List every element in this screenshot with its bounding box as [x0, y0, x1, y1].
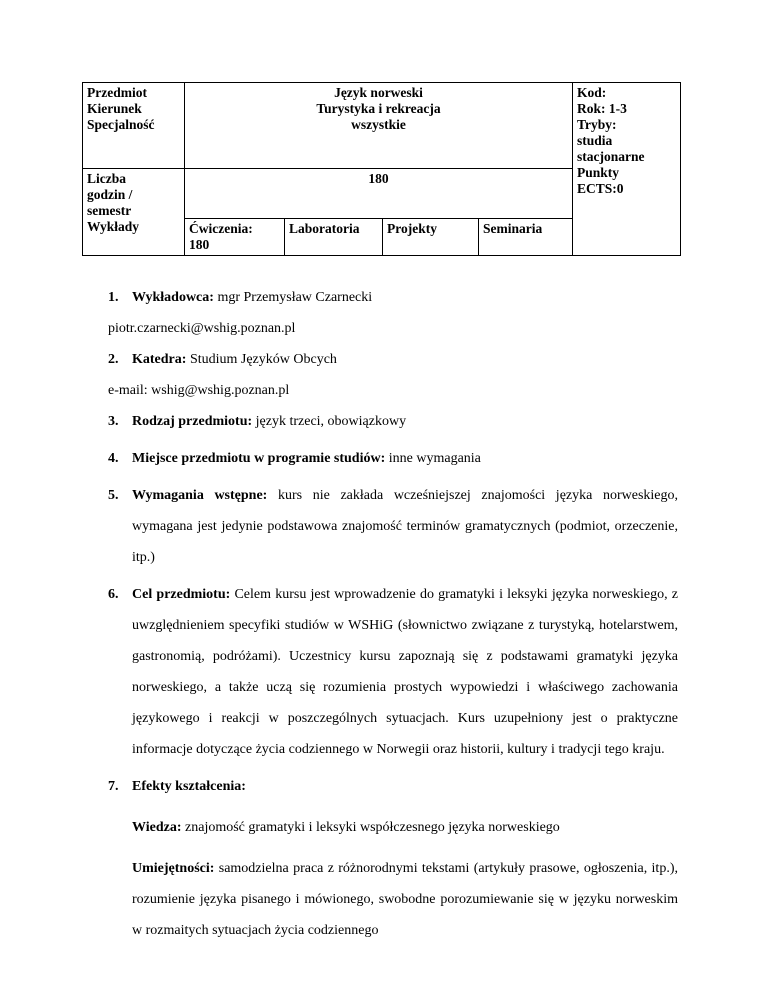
labels-cell — [83, 83, 185, 169]
laboratoria-cell: Laboratoria — [285, 219, 383, 256]
label-przedmiot: Przedmiot — [87, 85, 147, 100]
tryby-line1: Tryby: — [577, 117, 617, 132]
tryby-line2: studia — [577, 133, 613, 148]
cwiczenia-cell — [185, 219, 285, 256]
liczba-godzin-cell — [83, 169, 185, 256]
department-email: e-mail: wshig@wshig.poznan.pl — [108, 383, 290, 398]
section-6-label: Cel przedmiotu: — [132, 587, 231, 602]
punkty-line1: Punkty — [577, 165, 620, 180]
codes-cell — [573, 83, 681, 256]
section-3-number: 3. — [108, 414, 119, 429]
umiejetnosci-value: samodzielna praca z różnorodnymi tekstami (artykuły prasowe, ogłoszenia, itp.), rozumienie języka pisanego i mówionego, swobodne porozumiewanie się w języku norweskim w rozmaitych sytuacjach życia codziennego — [132, 861, 678, 938]
section-7 — [108, 771, 678, 802]
section-4-value: inne wymagania — [385, 451, 481, 466]
kod-label: Kod: — [577, 85, 607, 100]
lecturer-email: piotr.czarnecki@wshig.poznan.pl — [108, 321, 296, 336]
section-7-label: Efekty kształcenia: — [132, 779, 246, 794]
punkty-line2: ECTS:0 — [577, 181, 624, 196]
section-6 — [108, 579, 678, 765]
przedmiot-value: Język norweski — [334, 85, 423, 100]
projekty-cell: Projekty — [383, 219, 479, 256]
wyklady-label: Wykłady — [87, 219, 140, 234]
label-kierunek: Kierunek — [87, 101, 142, 116]
syllabus-content — [108, 282, 678, 946]
section-5-label: Wymagania wstępne: — [132, 488, 268, 503]
section-1-number: 1. — [108, 290, 119, 305]
section-5-value: kurs nie zakłada wcześniejszej znajomości języka norweskiego, wymagana jest jedynie podstawowa znajomość terminów gramatycznych (podmiot, orzeczenie, itp.) — [132, 488, 679, 565]
umiejetnosci-label: Umiejętności: — [132, 861, 215, 876]
seminaria-cell: Seminaria — [479, 219, 573, 256]
section-6-number: 6. — [108, 587, 119, 602]
liczba-line2: godzin / — [87, 187, 133, 202]
kierunek-value: Turystyka i rekreacja — [316, 101, 441, 116]
cwiczenia-label: Ćwiczenia: — [189, 221, 253, 236]
liczba-line3: semestr — [87, 203, 132, 218]
godziny-total: 180 — [185, 169, 573, 219]
section-4 — [108, 443, 678, 474]
section-5 — [108, 480, 678, 573]
section-2-number: 2. — [108, 352, 119, 367]
cwiczenia-value: 180 — [189, 237, 210, 252]
umiejetnosci-paragraph — [108, 853, 678, 946]
wiedza-paragraph — [108, 812, 678, 843]
section-3-label: Rodzaj przedmiotu: — [132, 414, 253, 429]
values-cell — [185, 83, 573, 169]
section-2-label: Katedra: — [132, 352, 187, 367]
specjalnosc-value: wszystkie — [351, 117, 406, 132]
section-1 — [108, 282, 678, 313]
section-7-number: 7. — [108, 779, 119, 794]
course-info-table — [82, 82, 681, 256]
label-specjalnosc: Specjalność — [87, 117, 155, 132]
section-4-number: 4. — [108, 451, 119, 466]
rok-value: Rok: 1-3 — [577, 101, 627, 116]
section-4-label: Miejsce przedmiotu w programie studiów: — [132, 451, 386, 466]
section-5-number: 5. — [108, 488, 119, 503]
section-3-value: język trzeci, obowiązkowy — [252, 414, 407, 429]
section-2-value: Studium Języków Obcych — [186, 352, 337, 367]
section-2 — [108, 344, 678, 375]
wiedza-value: znajomość gramatyki i leksyki współczesnego języka norweskiego — [181, 820, 560, 835]
tryby-line3: stacjonarne — [577, 149, 645, 164]
section-1-label: Wykładowca: — [132, 290, 214, 305]
section-3 — [108, 406, 678, 437]
wiedza-label: Wiedza: — [132, 820, 182, 835]
section-6-value: Celem kursu jest wprowadzenie do gramatyki i leksyki języka norweskiego, z uwzględnieniem specyfiki studiów w WSHiG (słownictwo związane z turystyką, hotelarstwem, gastronomią, podróżami). Uczestnicy kursu zapoznają się z podstawami gramatyki języka norweskiego, a także uczą się rozumienia prostych wypowiedzi i właściwego zachowania językowego i reakcji w poszczególnych sytuacjach. Kurs uzupełniony jest o praktyczne informacje dotyczące życia codziennego w Norwegii oraz historii, kultury i tradycji tego kraju. — [132, 587, 678, 757]
section-1-value: mgr Przemysław Czarnecki — [213, 290, 373, 305]
liczba-line1: Liczba — [87, 171, 126, 186]
